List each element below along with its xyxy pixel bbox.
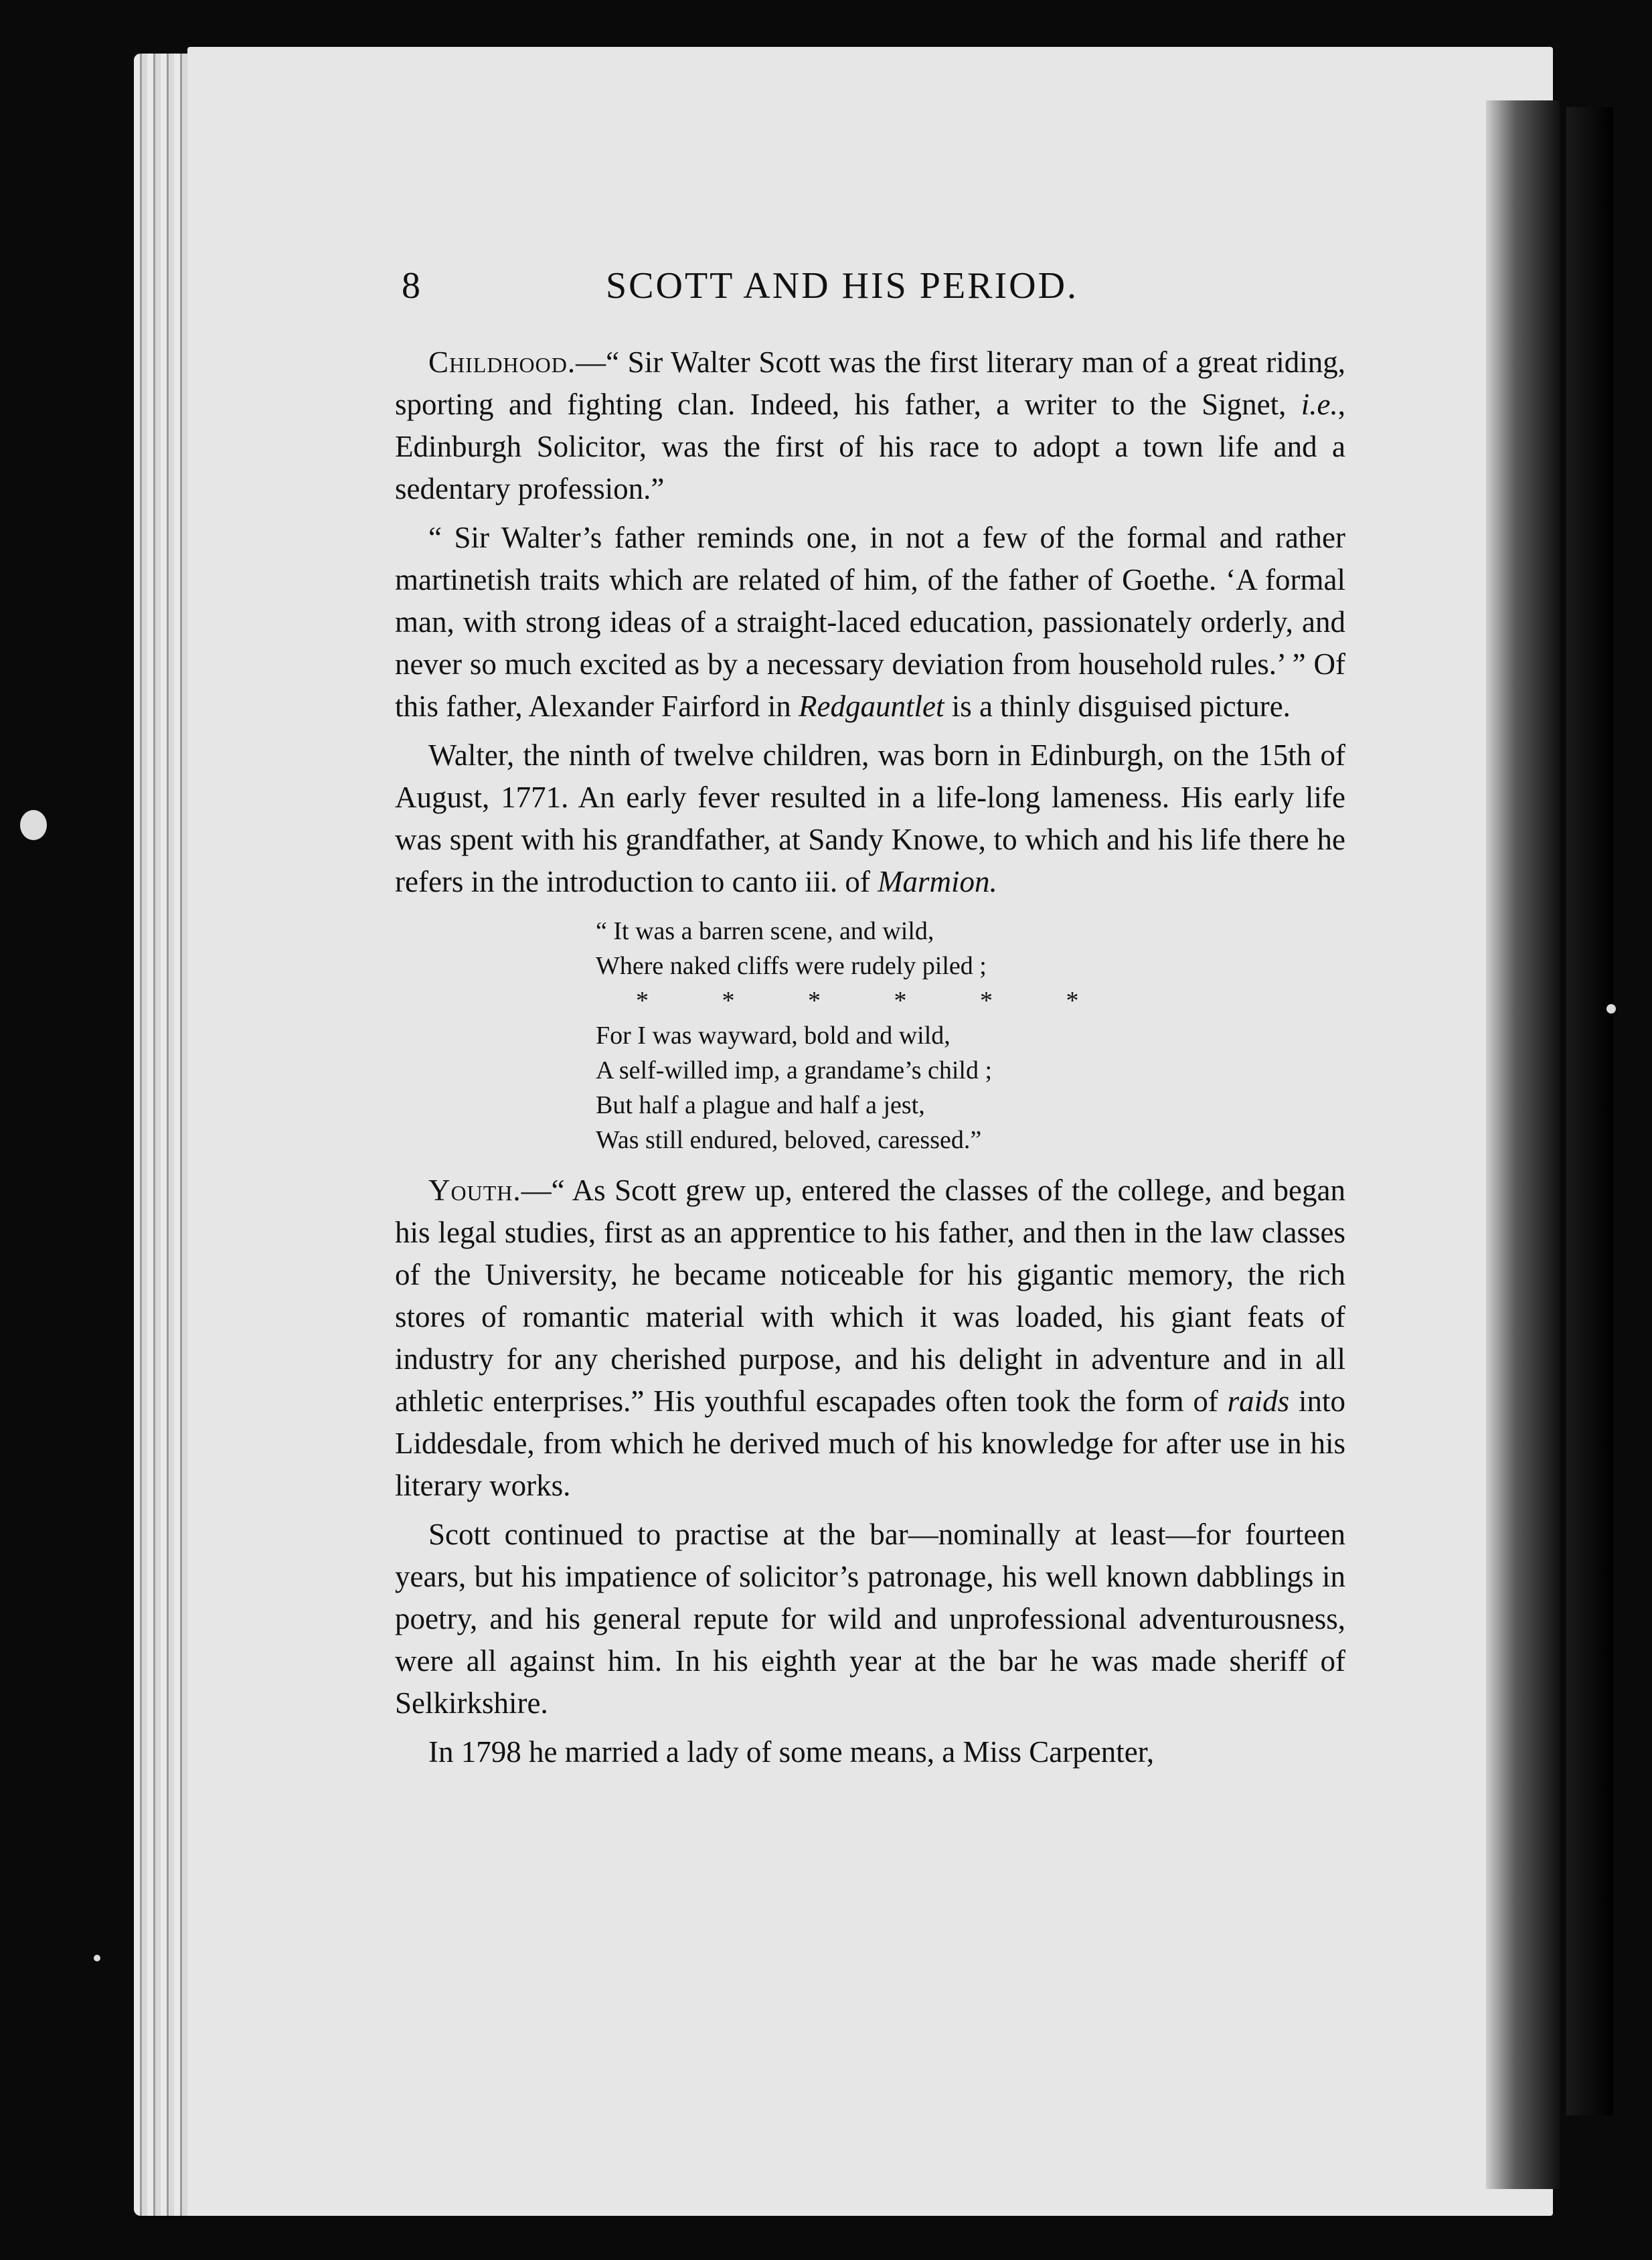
facing-page-edge	[1566, 107, 1613, 2115]
running-header	[402, 264, 1419, 318]
page-number: 8	[402, 265, 422, 307]
section-head-youth: Youth.	[428, 1174, 521, 1207]
section-head-childhood: Childhood.	[428, 345, 576, 379]
verse-line: But half a plague and half a jest,	[596, 1091, 925, 1119]
paragraph-marriage: In 1798 he married a lady of some means, a Miss Carpenter,	[428, 1735, 1155, 1769]
verse-ellipsis: * * * * * *	[636, 987, 1112, 1015]
verse-line: For I was wayward, bold and wild,	[596, 1022, 951, 1050]
verse-line: Was still endured, beloved, caressed.”	[596, 1126, 982, 1154]
paragraph-bar: Scott continued to practise at the bar—nominally at least—for fourteen years, but his impatience of solicitor’s patronage, his well known dabblings in poetry, and his general repute for wild and unprofessional adventurousness, were all against him. In his eighth year at the bar he was made sheriff of Selkirkshire.	[395, 1518, 1345, 1720]
verse-quotation	[596, 914, 1345, 1157]
book-gutter	[1486, 100, 1560, 2189]
dust-speck	[20, 810, 47, 840]
work-title-marmion: Marmion.	[878, 865, 997, 898]
verse-line: “ It was a barren scene, and wild,	[596, 917, 934, 945]
running-title: SCOTT AND HIS PERIOD.	[606, 265, 1079, 307]
dust-speck	[94, 1955, 100, 1961]
paragraph-father: “ Sir Walter’s father reminds one, in not a few of the formal and rather martinetish traits which are related of him, of the father of Goethe. ‘A formal man, with strong ideas of a straight-laced education, passionately orderly, and never so much excited as by a necessary deviation from household rules.’ ” Of this father, Alexander Fairford in Redgauntlet is a thinly disguised picture.	[395, 521, 1345, 723]
paragraph-youth: Youth.—“ As Scott grew up, entered the classes of the college, and began his legal studies, first as an apprentice to his father, and then in the law classes of the University, he became noticeable for his gigantic memory, the rich stores of romantic material with which it was loaded, his giant feats of industry for any cherished purpose, and his delight in adventure and in all athletic enterprises.” His youthful escapades often took the form of raids into Liddesdale, from which he derived much of his knowledge for after use in his literary works.	[395, 1174, 1345, 1502]
verse-line: A self-willed imp, a grandame’s child ;	[596, 1056, 993, 1084]
body-text	[395, 341, 1345, 1773]
dust-speck	[1606, 1004, 1616, 1014]
verse-line: Where naked cliffs were rudely piled ;	[596, 952, 987, 980]
work-title-redgauntlet: Redgauntlet	[799, 690, 944, 723]
paragraph-birth: Walter, the ninth of twelve children, was born in Edinburgh, on the 15th of August, 1771. An early fever resulted in a life-long lameness. His early life was spent with his grandfather, at Sandy Knowe, to which and his life there he refers in the introduction to canto iii. of Marmion.	[395, 738, 1345, 898]
paragraph-childhood: Childhood.—“ Sir Walter Scott was the first literary man of a great riding, sporting and fighting clan. Indeed, his father, a writer to the Signet, i.e., Edinburgh Solicitor, was the first of his race to adopt a town life and a sedentary profession.”	[395, 345, 1345, 505]
